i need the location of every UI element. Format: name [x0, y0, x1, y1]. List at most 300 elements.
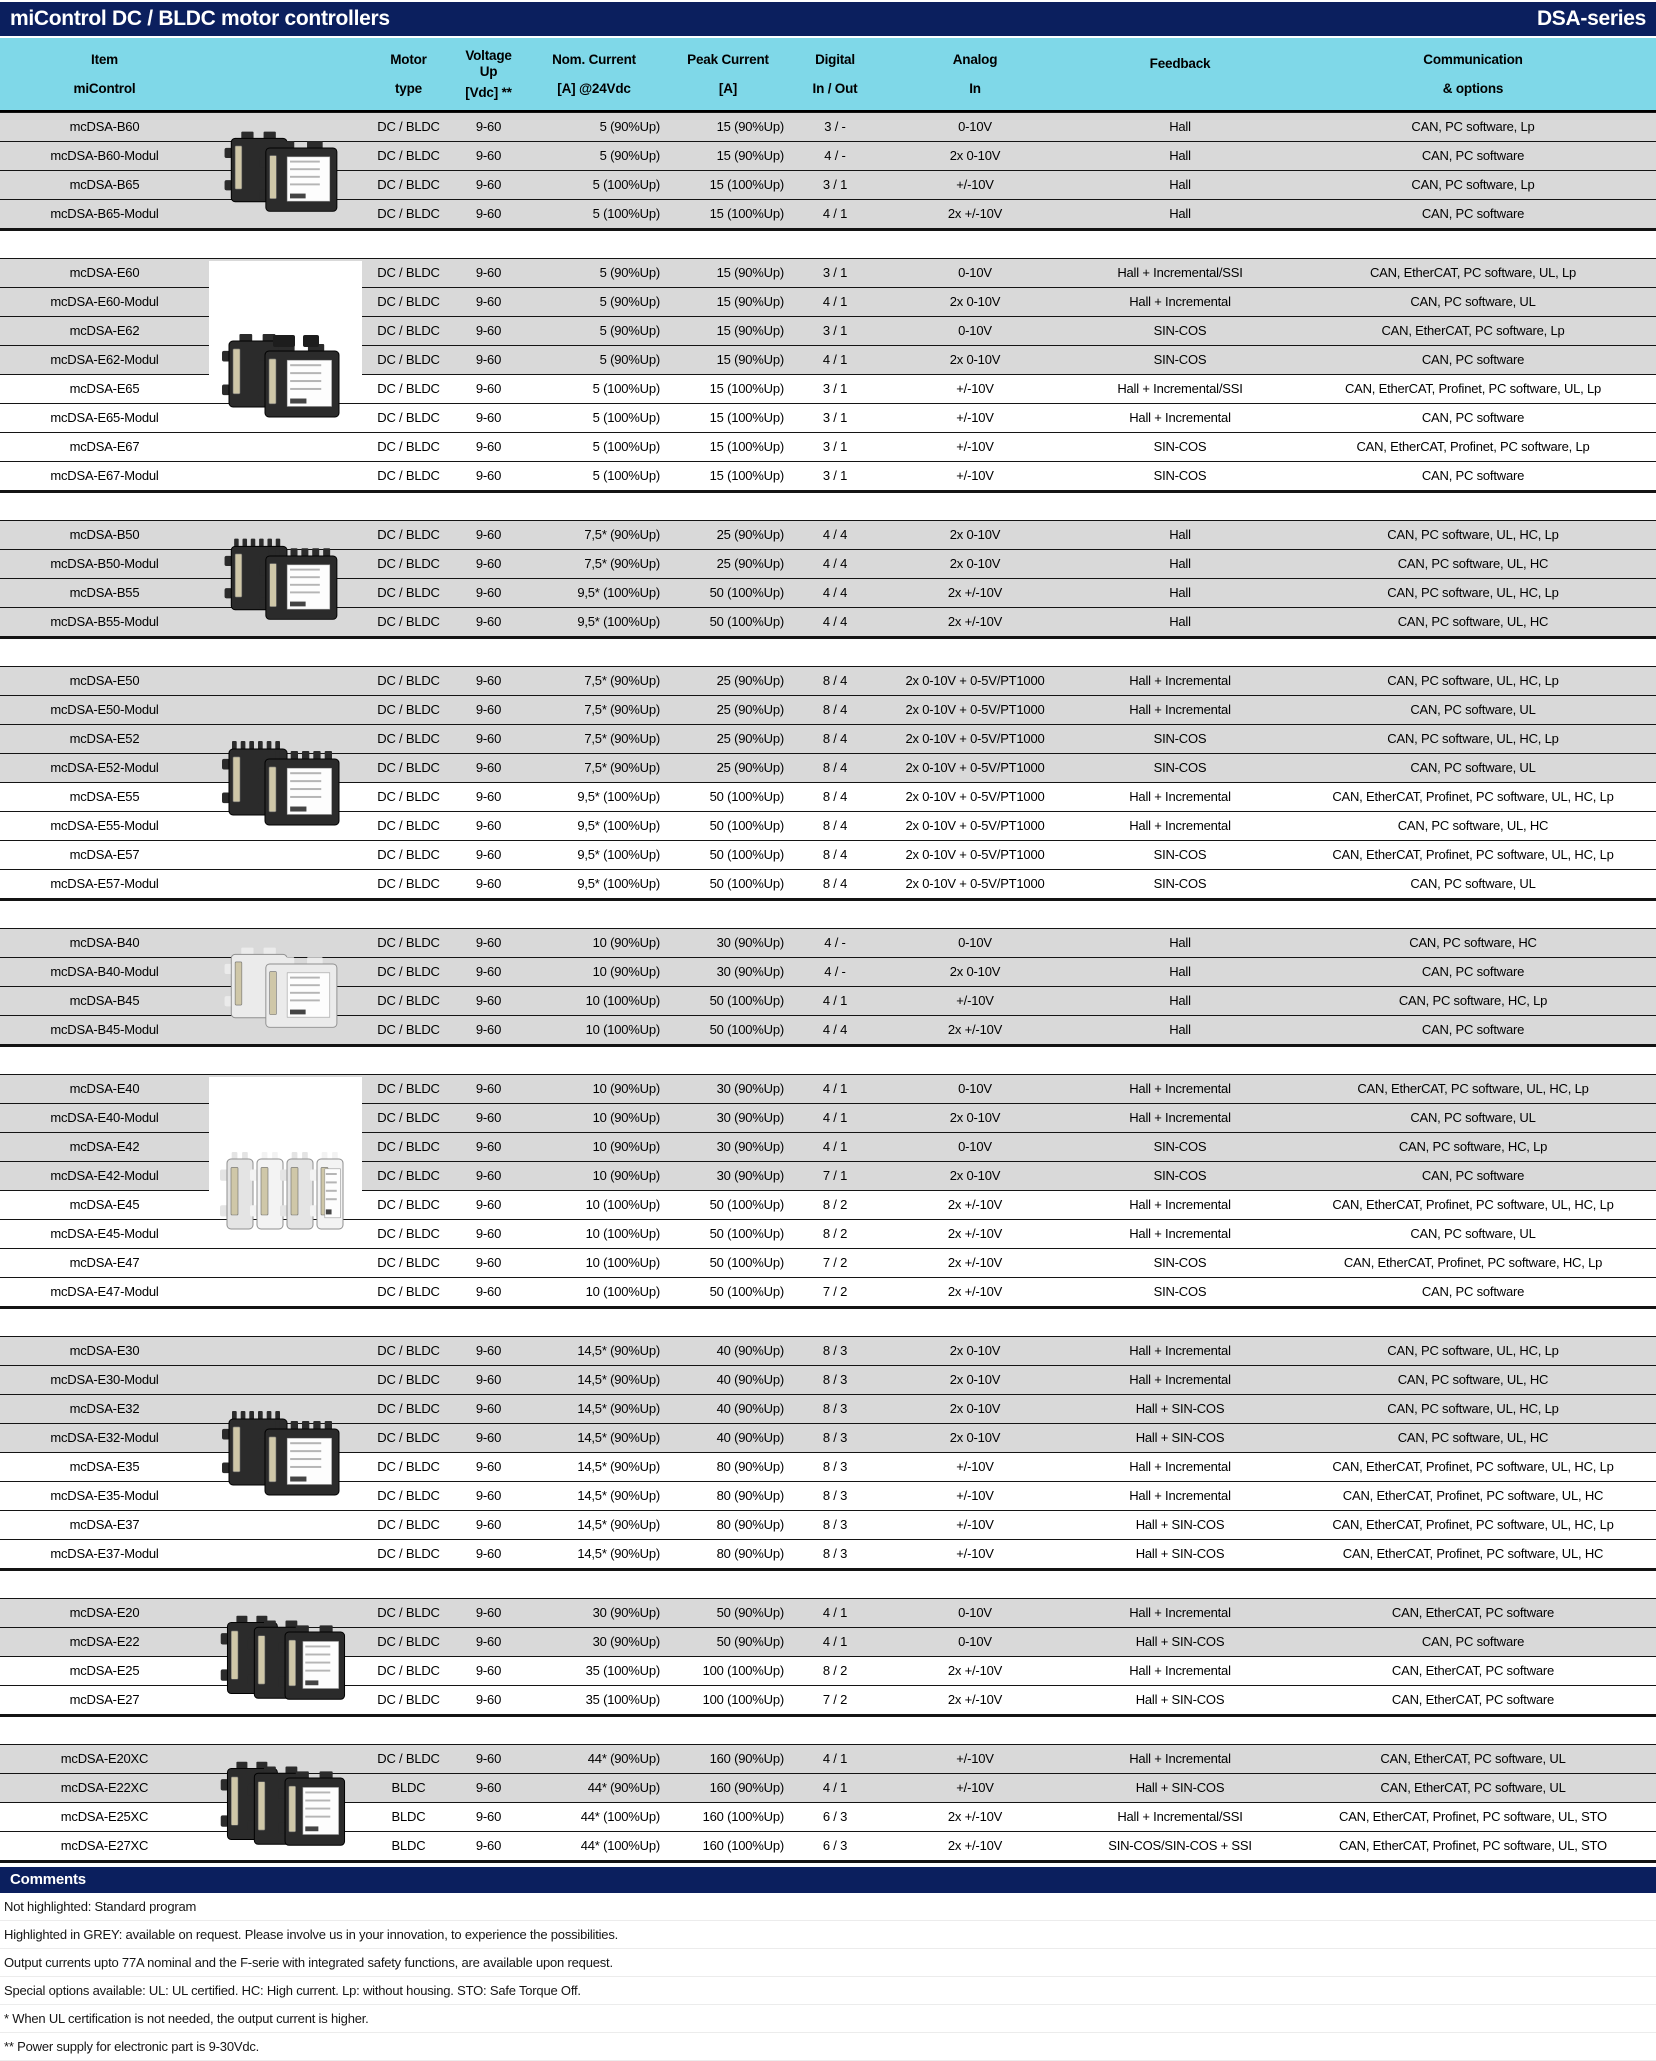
item-cell: mcDSA-E52: [69, 731, 140, 746]
digital-cell: 4 / 1: [822, 294, 848, 309]
motor-cell: DC / BLDC: [377, 439, 440, 454]
nom-cell: 5 (90%Up): [599, 119, 660, 134]
nom-cell: 5 (90%Up): [599, 352, 660, 367]
feedback-cell: Hall + Incremental: [1129, 673, 1231, 688]
nom-cell: 5 (90%Up): [599, 265, 660, 280]
nom-cell: 5 (100%Up): [592, 468, 660, 483]
digital-cell: 8 / 3: [822, 1343, 848, 1358]
comm-cell: CAN, EtherCAT, PC software, UL: [1380, 1780, 1566, 1795]
voltage-cell: 9-60: [475, 527, 502, 542]
feedback-cell: Hall + Incremental: [1129, 1110, 1231, 1125]
voltage-cell: 9-60: [475, 1168, 502, 1183]
digital-cell: 4 / 1: [822, 1110, 848, 1125]
analog-cell: 2x 0-10V: [949, 964, 1001, 979]
motor-cell: DC / BLDC: [377, 323, 440, 338]
product-group: [0, 258, 1656, 493]
comm-cell: CAN, PC software: [1421, 352, 1525, 367]
motor-cell: DC / BLDC: [377, 702, 440, 717]
feedback-cell: Hall: [1169, 206, 1191, 221]
voltage-cell: 9-60: [475, 1022, 502, 1037]
comm-cell: CAN, EtherCAT, PC software: [1391, 1692, 1555, 1707]
comm-cell: CAN, EtherCAT, Profinet, PC software, UL, STO: [1339, 1838, 1607, 1853]
table-row: [0, 696, 1656, 725]
item-cell: mcDSA-E45-Modul: [50, 1226, 159, 1241]
peak-cell: 30 (90%Up): [716, 1110, 784, 1125]
analog-cell: 2x +/-10V: [947, 614, 1003, 629]
digital-cell: 7 / 2: [822, 1284, 848, 1299]
item-cell: mcDSA-E47: [69, 1255, 140, 1270]
digital-cell: 8 / 4: [822, 789, 848, 804]
item-cell: mcDSA-E22XC: [60, 1780, 149, 1795]
feedback-cell: Hall + Incremental: [1129, 1226, 1231, 1241]
table-row: [0, 929, 1656, 958]
nom-cell: 44* (100%Up): [580, 1838, 660, 1853]
product-group: [0, 1074, 1656, 1309]
digital-cell: 4 / 4: [822, 1022, 848, 1037]
table-row: [0, 288, 1656, 317]
nom-cell: 44* (90%Up): [587, 1751, 660, 1766]
digital-cell: 3 / 1: [822, 381, 848, 396]
motor-cell: DC / BLDC: [377, 1634, 440, 1649]
comm-cell: CAN, PC software: [1421, 964, 1525, 979]
item-cell: mcDSA-B45: [69, 993, 140, 1008]
comm-cell: CAN, EtherCAT, Profinet, PC software, Lp: [1356, 439, 1590, 454]
nom-cell: 10 (100%Up): [585, 1284, 660, 1299]
comm-cell: CAN, PC software, HC, Lp: [1398, 1139, 1548, 1154]
peak-cell: 25 (90%Up): [716, 556, 784, 571]
item-cell: mcDSA-B55: [69, 585, 140, 600]
comm-cell: CAN, PC software: [1421, 1168, 1525, 1183]
digital-cell: 3 / 1: [822, 410, 848, 425]
analog-cell: 2x +/-10V: [947, 1809, 1003, 1824]
peak-cell: 160 (100%Up): [702, 1809, 784, 1824]
motor-cell: DC / BLDC: [377, 556, 440, 571]
table-row: [0, 1366, 1656, 1395]
peak-cell: 160 (90%Up): [709, 1751, 784, 1766]
product-group: [0, 1598, 1656, 1717]
motor-cell: DC / BLDC: [377, 585, 440, 600]
analog-cell: 2x +/-10V: [947, 1838, 1003, 1853]
item-cell: mcDSA-E65-Modul: [50, 410, 159, 425]
motor-cell: DC / BLDC: [377, 818, 440, 833]
nom-cell: 9,5* (100%Up): [577, 818, 660, 833]
comments-section: [0, 1867, 1656, 2061]
table-row: [0, 1540, 1656, 1569]
product-group: [0, 1336, 1656, 1571]
nom-cell: 44* (90%Up): [587, 1780, 660, 1795]
digital-cell: 8 / 4: [822, 760, 848, 775]
table-row: [0, 404, 1656, 433]
comm-cell: CAN, PC software: [1421, 206, 1525, 221]
feedback-cell: SIN-COS: [1153, 352, 1207, 367]
motor-cell: DC / BLDC: [377, 294, 440, 309]
item-cell: mcDSA-E60: [69, 265, 140, 280]
nom-cell: 10 (90%Up): [592, 935, 660, 950]
nom-cell: 10 (100%Up): [585, 993, 660, 1008]
item-cell: mcDSA-B60: [69, 119, 140, 134]
feedback-cell: Hall + Incremental: [1129, 1081, 1231, 1096]
peak-cell: 80 (90%Up): [716, 1546, 784, 1561]
nom-cell: 9,5* (100%Up): [577, 789, 660, 804]
digital-cell: 4 / 1: [822, 206, 848, 221]
analog-cell: 2x 0-10V + 0-5V/PT1000: [905, 760, 1045, 775]
item-cell: mcDSA-E42: [69, 1139, 140, 1154]
comm-cell: CAN, EtherCAT, Profinet, PC software, UL, HC, Lp: [1332, 1459, 1614, 1474]
analog-cell: +/-10V: [956, 439, 994, 454]
nom-cell: 9,5* (100%Up): [577, 847, 660, 862]
item-cell: mcDSA-E50-Modul: [50, 702, 159, 717]
voltage-cell: 9-60: [475, 381, 502, 396]
digital-cell: 3 / 1: [822, 177, 848, 192]
digital-cell: 4 / 1: [822, 1081, 848, 1096]
peak-cell: 25 (90%Up): [716, 760, 784, 775]
comm-cell: CAN, PC software, UL, HC: [1397, 614, 1549, 629]
nom-cell: 5 (100%Up): [592, 381, 660, 396]
table-row: [0, 812, 1656, 841]
motor-cell: DC / BLDC: [377, 119, 440, 134]
peak-cell: 80 (90%Up): [716, 1488, 784, 1503]
voltage-cell: 9-60: [475, 206, 502, 221]
voltage-cell: 9-60: [475, 964, 502, 979]
nom-cell: 10 (90%Up): [592, 1110, 660, 1125]
motor-cell: DC / BLDC: [377, 1168, 440, 1183]
motor-cell: DC / BLDC: [377, 847, 440, 862]
feedback-cell: Hall: [1169, 964, 1191, 979]
nom-cell: 10 (100%Up): [585, 1255, 660, 1270]
analog-cell: 2x 0-10V + 0-5V/PT1000: [905, 702, 1045, 717]
table-row: [0, 550, 1656, 579]
nom-cell: 14,5* (90%Up): [577, 1488, 660, 1503]
voltage-cell: 9-60: [475, 1809, 502, 1824]
table-row: [0, 754, 1656, 783]
comm-cell: CAN, PC software, UL: [1410, 1110, 1536, 1125]
peak-cell: 160 (100%Up): [702, 1838, 784, 1853]
nom-cell: 14,5* (90%Up): [577, 1401, 660, 1416]
motor-cell: DC / BLDC: [377, 614, 440, 629]
motor-cell: DC / BLDC: [377, 468, 440, 483]
motor-cell: DC / BLDC: [377, 1488, 440, 1503]
feedback-cell: SIN-COS: [1153, 439, 1207, 454]
comm-cell: CAN, EtherCAT, PC software, UL, Lp: [1369, 265, 1577, 280]
analog-cell: 2x +/-10V: [947, 1663, 1003, 1678]
digital-cell: 8 / 3: [822, 1488, 848, 1503]
table-row: [0, 841, 1656, 870]
peak-cell: 15 (100%Up): [709, 439, 784, 454]
nom-cell: 7,5* (90%Up): [584, 731, 660, 746]
table-row: [0, 870, 1656, 899]
item-cell: mcDSA-E47-Modul: [50, 1284, 159, 1299]
table-row: [0, 1191, 1656, 1220]
voltage-cell: 9-60: [475, 1401, 502, 1416]
analog-cell: 0-10V: [958, 265, 992, 280]
voltage-cell: 9-60: [475, 1605, 502, 1620]
comm-cell: CAN, PC software, UL, HC: [1397, 556, 1549, 571]
motor-cell: DC / BLDC: [377, 1430, 440, 1445]
analog-cell: 2x +/-10V: [947, 206, 1003, 221]
motor-cell: DC / BLDC: [377, 935, 440, 950]
nom-cell: 5 (90%Up): [599, 294, 660, 309]
feedback-cell: Hall + Incremental: [1129, 1459, 1231, 1474]
voltage-cell: 9-60: [475, 1546, 502, 1561]
peak-cell: 50 (100%Up): [709, 1022, 784, 1037]
comm-cell: CAN, EtherCAT, Profinet, PC software, UL, HC, Lp: [1332, 1197, 1614, 1212]
analog-cell: +/-10V: [956, 1459, 994, 1474]
analog-cell: 2x 0-10V: [949, 352, 1001, 367]
analog-cell: 0-10V: [958, 1081, 992, 1096]
table-row: [0, 667, 1656, 696]
group-separator: [0, 1309, 1656, 1336]
comm-cell: CAN, PC software: [1421, 1022, 1525, 1037]
analog-cell: 0-10V: [958, 1605, 992, 1620]
peak-cell: 15 (90%Up): [716, 352, 784, 367]
digital-cell: 8 / 4: [822, 847, 848, 862]
voltage-cell: 9-60: [475, 410, 502, 425]
voltage-cell: 9-60: [475, 1663, 502, 1678]
nom-cell: 7,5* (90%Up): [584, 556, 660, 571]
digital-cell: 6 / 3: [822, 1809, 848, 1824]
comm-cell: CAN, PC software, UL, HC, Lp: [1387, 673, 1559, 688]
motor-cell: DC / BLDC: [377, 1110, 440, 1125]
peak-cell: 50 (100%Up): [709, 1197, 784, 1212]
comm-cell: CAN, PC software, UL, HC, Lp: [1387, 585, 1559, 600]
comm-cell: CAN, PC software, Lp: [1411, 177, 1535, 192]
item-cell: mcDSA-E55: [69, 789, 140, 804]
item-cell: mcDSA-E25XC: [60, 1809, 149, 1824]
analog-cell: 2x 0-10V + 0-5V/PT1000: [905, 789, 1045, 804]
voltage-cell: 9-60: [475, 993, 502, 1008]
item-cell: mcDSA-B65-Modul: [50, 206, 159, 221]
feedback-cell: Hall: [1169, 935, 1191, 950]
feedback-cell: Hall + SIN-COS: [1135, 1546, 1225, 1561]
table-row: [0, 1162, 1656, 1191]
peak-cell: 50 (100%Up): [709, 876, 784, 891]
nom-cell: 14,5* (90%Up): [577, 1343, 660, 1358]
voltage-cell: 9-60: [475, 876, 502, 891]
digital-cell: 3 / 1: [822, 468, 848, 483]
voltage-cell: 9-60: [475, 1517, 502, 1532]
voltage-cell: 9-60: [475, 1838, 502, 1853]
table-row: [0, 1453, 1656, 1482]
nom-cell: 5 (100%Up): [592, 206, 660, 221]
nom-cell: 7,5* (90%Up): [584, 702, 660, 717]
nom-cell: 14,5* (90%Up): [577, 1546, 660, 1561]
analog-cell: +/-10V: [956, 468, 994, 483]
table-row: [0, 1395, 1656, 1424]
nom-cell: 5 (100%Up): [592, 177, 660, 192]
motor-cell: BLDC: [391, 1838, 426, 1853]
digital-cell: 8 / 4: [822, 731, 848, 746]
item-cell: mcDSA-E27: [69, 1692, 140, 1707]
item-cell: mcDSA-E27XC: [60, 1838, 149, 1853]
item-cell: mcDSA-E42-Modul: [50, 1168, 159, 1183]
peak-cell: 15 (100%Up): [709, 468, 784, 483]
voltage-cell: 9-60: [475, 323, 502, 338]
motor-cell: DC / BLDC: [377, 1197, 440, 1212]
table-row: [0, 317, 1656, 346]
motor-cell: DC / BLDC: [377, 410, 440, 425]
product-group: [0, 112, 1656, 231]
feedback-cell: SIN-COS: [1153, 847, 1207, 862]
group-separator: [0, 639, 1656, 666]
digital-cell: 8 / 4: [822, 876, 848, 891]
peak-cell: 50 (100%Up): [709, 789, 784, 804]
analog-cell: 0-10V: [958, 935, 992, 950]
item-cell: mcDSA-E40-Modul: [50, 1110, 159, 1125]
nom-cell: 7,5* (90%Up): [584, 673, 660, 688]
header-item: Item miControl: [73, 51, 136, 97]
nom-cell: 9,5* (100%Up): [577, 876, 660, 891]
voltage-cell: 9-60: [475, 673, 502, 688]
peak-cell: 15 (100%Up): [709, 177, 784, 192]
voltage-cell: 9-60: [475, 818, 502, 833]
feedback-cell: SIN-COS: [1153, 1168, 1207, 1183]
analog-cell: 2x 0-10V: [949, 1430, 1001, 1445]
voltage-cell: 9-60: [475, 585, 502, 600]
table-row: [0, 259, 1656, 288]
motor-cell: DC / BLDC: [377, 1372, 440, 1387]
feedback-cell: Hall + Incremental/SSI: [1117, 265, 1243, 280]
analog-cell: 2x 0-10V + 0-5V/PT1000: [905, 731, 1045, 746]
item-cell: mcDSA-E20: [69, 1605, 140, 1620]
motor-cell: DC / BLDC: [377, 1226, 440, 1241]
analog-cell: 0-10V: [958, 323, 992, 338]
table-row: [0, 113, 1656, 142]
motor-cell: DC / BLDC: [377, 381, 440, 396]
voltage-cell: 9-60: [475, 847, 502, 862]
item-cell: mcDSA-E35: [69, 1459, 140, 1474]
voltage-cell: 9-60: [475, 265, 502, 280]
table-row: [0, 1628, 1656, 1657]
comm-cell: CAN, PC software: [1421, 148, 1525, 163]
comm-cell: CAN, PC software, UL, HC, Lp: [1387, 731, 1559, 746]
product-group: [0, 1744, 1656, 1863]
analog-cell: 2x +/-10V: [947, 1197, 1003, 1212]
voltage-cell: 9-60: [475, 1459, 502, 1474]
group-separator: [0, 901, 1656, 928]
digital-cell: 8 / 3: [822, 1459, 848, 1474]
comm-cell: CAN, EtherCAT, Profinet, PC software, UL, HC, Lp: [1332, 1517, 1614, 1532]
table-row: [0, 462, 1656, 491]
voltage-cell: 9-60: [475, 1488, 502, 1503]
nom-cell: 14,5* (90%Up): [577, 1517, 660, 1532]
analog-cell: 2x +/-10V: [947, 1226, 1003, 1241]
comm-cell: CAN, EtherCAT, Profinet, PC software, UL, HC: [1342, 1546, 1604, 1561]
peak-cell: 30 (90%Up): [716, 1139, 784, 1154]
header-feedback: Feedback: [1149, 55, 1211, 71]
voltage-cell: 9-60: [475, 731, 502, 746]
digital-cell: 4 / 1: [822, 1634, 848, 1649]
table-row: [0, 1016, 1656, 1045]
feedback-cell: Hall + SIN-COS: [1135, 1780, 1225, 1795]
group-separator: [0, 1717, 1656, 1744]
voltage-cell: 9-60: [475, 468, 502, 483]
item-cell: mcDSA-B40: [69, 935, 140, 950]
table-row: [0, 1482, 1656, 1511]
feedback-cell: Hall: [1169, 148, 1191, 163]
digital-cell: 8 / 3: [822, 1401, 848, 1416]
motor-cell: DC / BLDC: [377, 1081, 440, 1096]
header-communication: Communication & options: [1423, 51, 1523, 97]
peak-cell: 50 (100%Up): [709, 847, 784, 862]
voltage-cell: 9-60: [475, 439, 502, 454]
digital-cell: 8 / 4: [822, 673, 848, 688]
feedback-cell: Hall + Incremental: [1129, 818, 1231, 833]
comm-cell: CAN, EtherCAT, PC software: [1391, 1663, 1555, 1678]
motor-cell: DC / BLDC: [377, 265, 440, 280]
table-row: [0, 171, 1656, 200]
page-title: miControl DC / BLDC motor controllers: [10, 7, 390, 30]
peak-cell: 15 (100%Up): [709, 206, 784, 221]
peak-cell: 25 (90%Up): [716, 702, 784, 717]
motor-cell: DC / BLDC: [377, 964, 440, 979]
comm-cell: CAN, PC software, UL, HC, Lp: [1387, 1343, 1559, 1358]
comm-cell: CAN, PC software, UL, HC: [1397, 1372, 1549, 1387]
item-cell: mcDSA-E57-Modul: [50, 876, 159, 891]
analog-cell: 2x 0-10V + 0-5V/PT1000: [905, 673, 1045, 688]
series-label: DSA-series: [1536, 7, 1646, 30]
voltage-cell: 9-60: [475, 1255, 502, 1270]
motor-cell: DC / BLDC: [377, 1517, 440, 1532]
motor-cell: DC / BLDC: [377, 993, 440, 1008]
motor-cell: DC / BLDC: [377, 1284, 440, 1299]
peak-cell: 50 (100%Up): [709, 993, 784, 1008]
table-row: [0, 1657, 1656, 1686]
peak-cell: 50 (100%Up): [709, 585, 784, 600]
item-cell: mcDSA-B40-Modul: [50, 964, 159, 979]
comm-cell: CAN, PC software: [1421, 468, 1525, 483]
peak-cell: 160 (90%Up): [709, 1780, 784, 1795]
voltage-cell: 9-60: [475, 1226, 502, 1241]
motor-cell: DC / BLDC: [377, 760, 440, 775]
table-row: [0, 1278, 1656, 1307]
header-analog-in: Analog In: [952, 51, 998, 97]
digital-cell: 3 / 1: [822, 265, 848, 280]
item-cell: mcDSA-E32-Modul: [50, 1430, 159, 1445]
analog-cell: 2x 0-10V: [949, 1401, 1001, 1416]
nom-cell: 5 (100%Up): [592, 410, 660, 425]
nom-cell: 14,5* (90%Up): [577, 1430, 660, 1445]
voltage-cell: 9-60: [475, 614, 502, 629]
analog-cell: +/-10V: [956, 1488, 994, 1503]
peak-cell: 30 (90%Up): [716, 935, 784, 950]
table-row: [0, 783, 1656, 812]
feedback-cell: Hall: [1169, 614, 1191, 629]
voltage-cell: 9-60: [475, 702, 502, 717]
feedback-cell: Hall + SIN-COS: [1135, 1401, 1225, 1416]
digital-cell: 3 / 1: [822, 323, 848, 338]
voltage-cell: 9-60: [475, 1139, 502, 1154]
nom-cell: 5 (100%Up): [592, 439, 660, 454]
feedback-cell: Hall: [1169, 177, 1191, 192]
comm-cell: CAN, EtherCAT, Profinet, PC software, UL, Lp: [1344, 381, 1602, 396]
table-row: [0, 608, 1656, 637]
nom-cell: 35 (100%Up): [585, 1663, 660, 1678]
comm-cell: CAN, PC software: [1421, 1284, 1525, 1299]
motor-cell: BLDC: [391, 1780, 426, 1795]
peak-cell: 40 (90%Up): [716, 1401, 784, 1416]
comm-cell: CAN, EtherCAT, Profinet, PC software, UL, HC, Lp: [1332, 847, 1614, 862]
nom-cell: 14,5* (90%Up): [577, 1372, 660, 1387]
nom-cell: 5 (90%Up): [599, 148, 660, 163]
motor-cell: DC / BLDC: [377, 177, 440, 192]
comm-cell: CAN, EtherCAT, Profinet, PC software, UL, HC: [1342, 1488, 1604, 1503]
feedback-cell: Hall + Incremental: [1129, 1343, 1231, 1358]
analog-cell: 2x 0-10V + 0-5V/PT1000: [905, 818, 1045, 833]
comm-cell: CAN, PC software, UL, HC: [1397, 1430, 1549, 1445]
digital-cell: 7 / 2: [822, 1255, 848, 1270]
nom-cell: 9,5* (100%Up): [577, 585, 660, 600]
voltage-cell: 9-60: [475, 1110, 502, 1125]
